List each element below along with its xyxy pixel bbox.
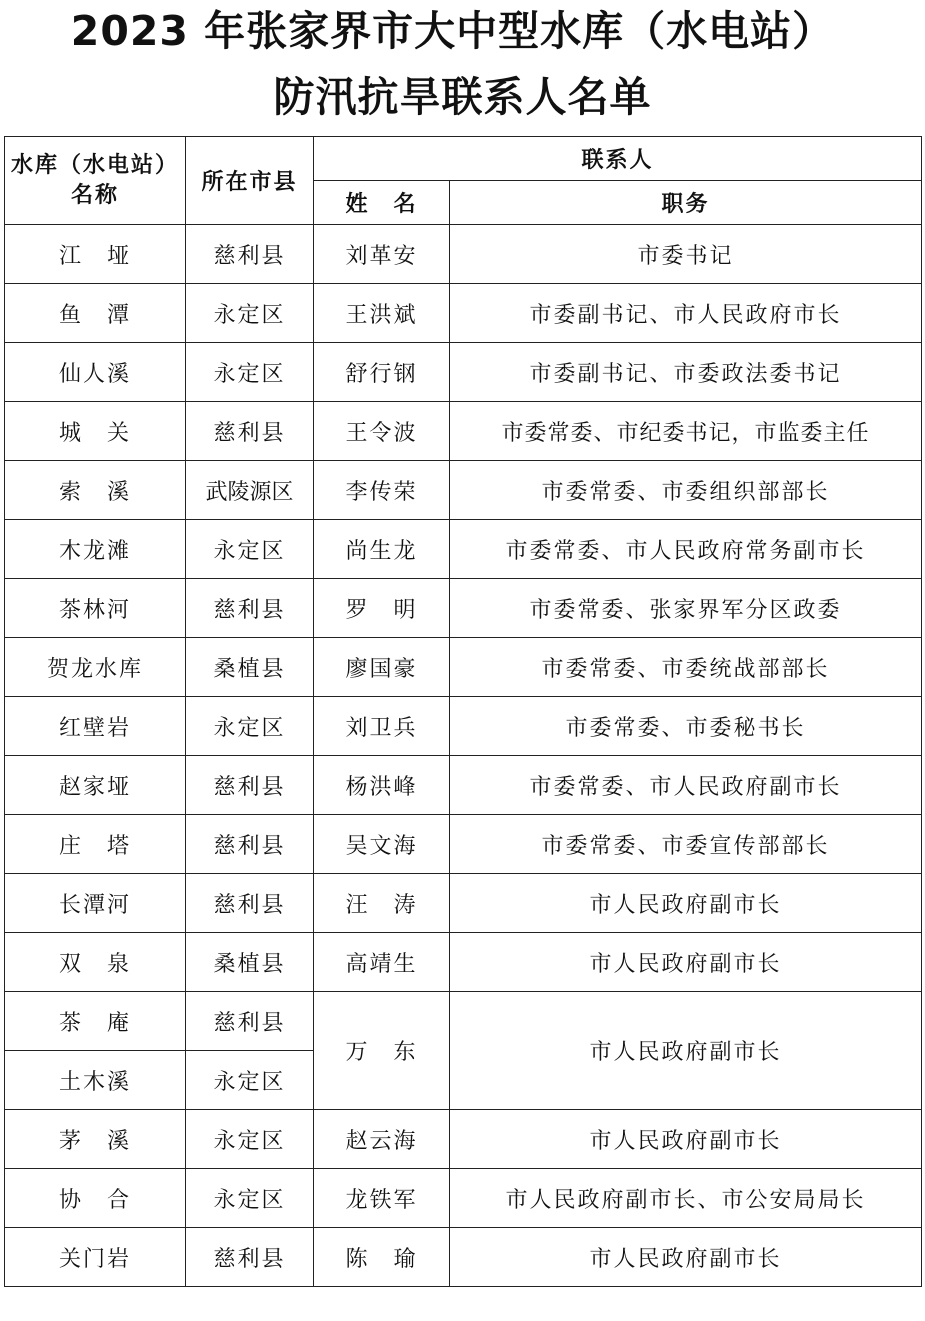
cell-position: 市委副书记、市委政法委书记 [450,343,922,402]
table-row [5,874,922,933]
cell-name: 汪 涛 [314,874,450,933]
cell-county: 永定区 [186,520,314,579]
document-title-line1: 2023 年张家界市大中型水库（水电站） [70,7,835,55]
cell-reservoir: 贺龙水库 [5,638,186,697]
cell-county: 永定区 [186,1051,314,1110]
table-row [5,520,922,579]
cell-name: 尚生龙 [314,520,450,579]
cell-name: 刘革安 [314,225,450,284]
cell-name: 龙铁军 [314,1169,450,1228]
cell-position: 市人民政府副市长 [450,874,922,933]
cell-position: 市人民政府副市长 [450,933,922,992]
header-position: 职务 [450,181,922,225]
cell-position: 市委常委、市委宣传部部长 [450,815,922,874]
table-row [5,1110,922,1169]
cell-county: 慈利县 [186,815,314,874]
table-row [5,992,922,1051]
cell-reservoir: 木龙滩 [5,520,186,579]
cell-reservoir: 关门岩 [5,1228,186,1287]
header-contact: 联系人 [314,137,922,181]
cell-name: 王令波 [314,402,450,461]
cell-county: 桑植县 [186,933,314,992]
cell-position: 市委常委、市委统战部部长 [450,638,922,697]
header-reservoir-line1: 水库（水电站） [10,152,179,178]
header-reservoir [5,137,186,225]
cell-name-merged: 万 东 [314,992,450,1110]
cell-position-merged: 市人民政府副市长 [450,992,922,1110]
cell-reservoir: 协 合 [5,1169,186,1228]
cell-name: 王洪斌 [314,284,450,343]
cell-county: 慈利县 [186,1228,314,1287]
cell-name: 罗 明 [314,579,450,638]
cell-position: 市委常委、市人民政府常务副市长 [450,520,922,579]
table-row [5,815,922,874]
cell-county: 永定区 [186,284,314,343]
cell-reservoir: 土木溪 [5,1051,186,1110]
cell-name: 吴文海 [314,815,450,874]
table-row [5,697,922,756]
table-row [5,933,922,992]
cell-position: 市委常委、张家界军分区政委 [450,579,922,638]
cell-county: 慈利县 [186,402,314,461]
cell-county: 慈利县 [186,756,314,815]
cell-county: 永定区 [186,1110,314,1169]
cell-county: 永定区 [186,343,314,402]
cell-position: 市人民政府副市长、市公安局局长 [450,1169,922,1228]
cell-position: 市委常委、市人民政府副市长 [450,756,922,815]
cell-name: 赵云海 [314,1110,450,1169]
cell-reservoir: 赵家垭 [5,756,186,815]
table-row [5,1169,922,1228]
header-reservoir-line2: 名称 [70,182,119,208]
cell-county: 武陵源区 [186,461,314,520]
cell-reservoir: 鱼 潭 [5,284,186,343]
cell-county: 慈利县 [186,992,314,1051]
cell-reservoir: 仙人溪 [5,343,186,402]
cell-position: 市人民政府副市长 [450,1110,922,1169]
cell-position: 市委常委、市纪委书记，市监委主任 [450,402,922,461]
table-row [5,461,922,520]
cell-name: 李传荣 [314,461,450,520]
cell-reservoir: 江 垭 [5,225,186,284]
cell-position: 市委副书记、市人民政府市长 [450,284,922,343]
cell-reservoir: 索 溪 [5,461,186,520]
cell-position: 市委常委、市委秘书长 [450,697,922,756]
table-row [5,402,922,461]
document-title-line2: 防汛抗旱联系人名单 [273,73,652,121]
cell-county: 慈利县 [186,225,314,284]
table-row [5,756,922,815]
header-name: 姓 名 [314,181,450,225]
cell-reservoir: 长潭河 [5,874,186,933]
cell-name: 廖国豪 [314,638,450,697]
cell-county: 桑植县 [186,638,314,697]
cell-county: 慈利县 [186,579,314,638]
cell-position: 市委书记 [450,225,922,284]
table-row [5,579,922,638]
table-row [5,1228,922,1287]
cell-reservoir: 双 泉 [5,933,186,992]
contact-table [4,136,922,1287]
cell-name: 陈 瑜 [314,1228,450,1287]
table-row [5,343,922,402]
cell-county: 慈利县 [186,874,314,933]
cell-name: 刘卫兵 [314,697,450,756]
cell-name: 高靖生 [314,933,450,992]
table-row [5,284,922,343]
cell-name: 舒行钢 [314,343,450,402]
table-row [5,225,922,284]
cell-reservoir: 茶 庵 [5,992,186,1051]
table-row [5,638,922,697]
cell-position: 市委常委、市委组织部部长 [450,461,922,520]
cell-reservoir: 红壁岩 [5,697,186,756]
cell-reservoir: 茶林河 [5,579,186,638]
cell-reservoir: 庄 塔 [5,815,186,874]
cell-reservoir: 城 关 [5,402,186,461]
cell-county: 永定区 [186,1169,314,1228]
cell-county: 永定区 [186,697,314,756]
cell-position: 市人民政府副市长 [450,1228,922,1287]
header-county: 所在市县 [186,137,314,225]
cell-reservoir: 茅 溪 [5,1110,186,1169]
cell-name: 杨洪峰 [314,756,450,815]
